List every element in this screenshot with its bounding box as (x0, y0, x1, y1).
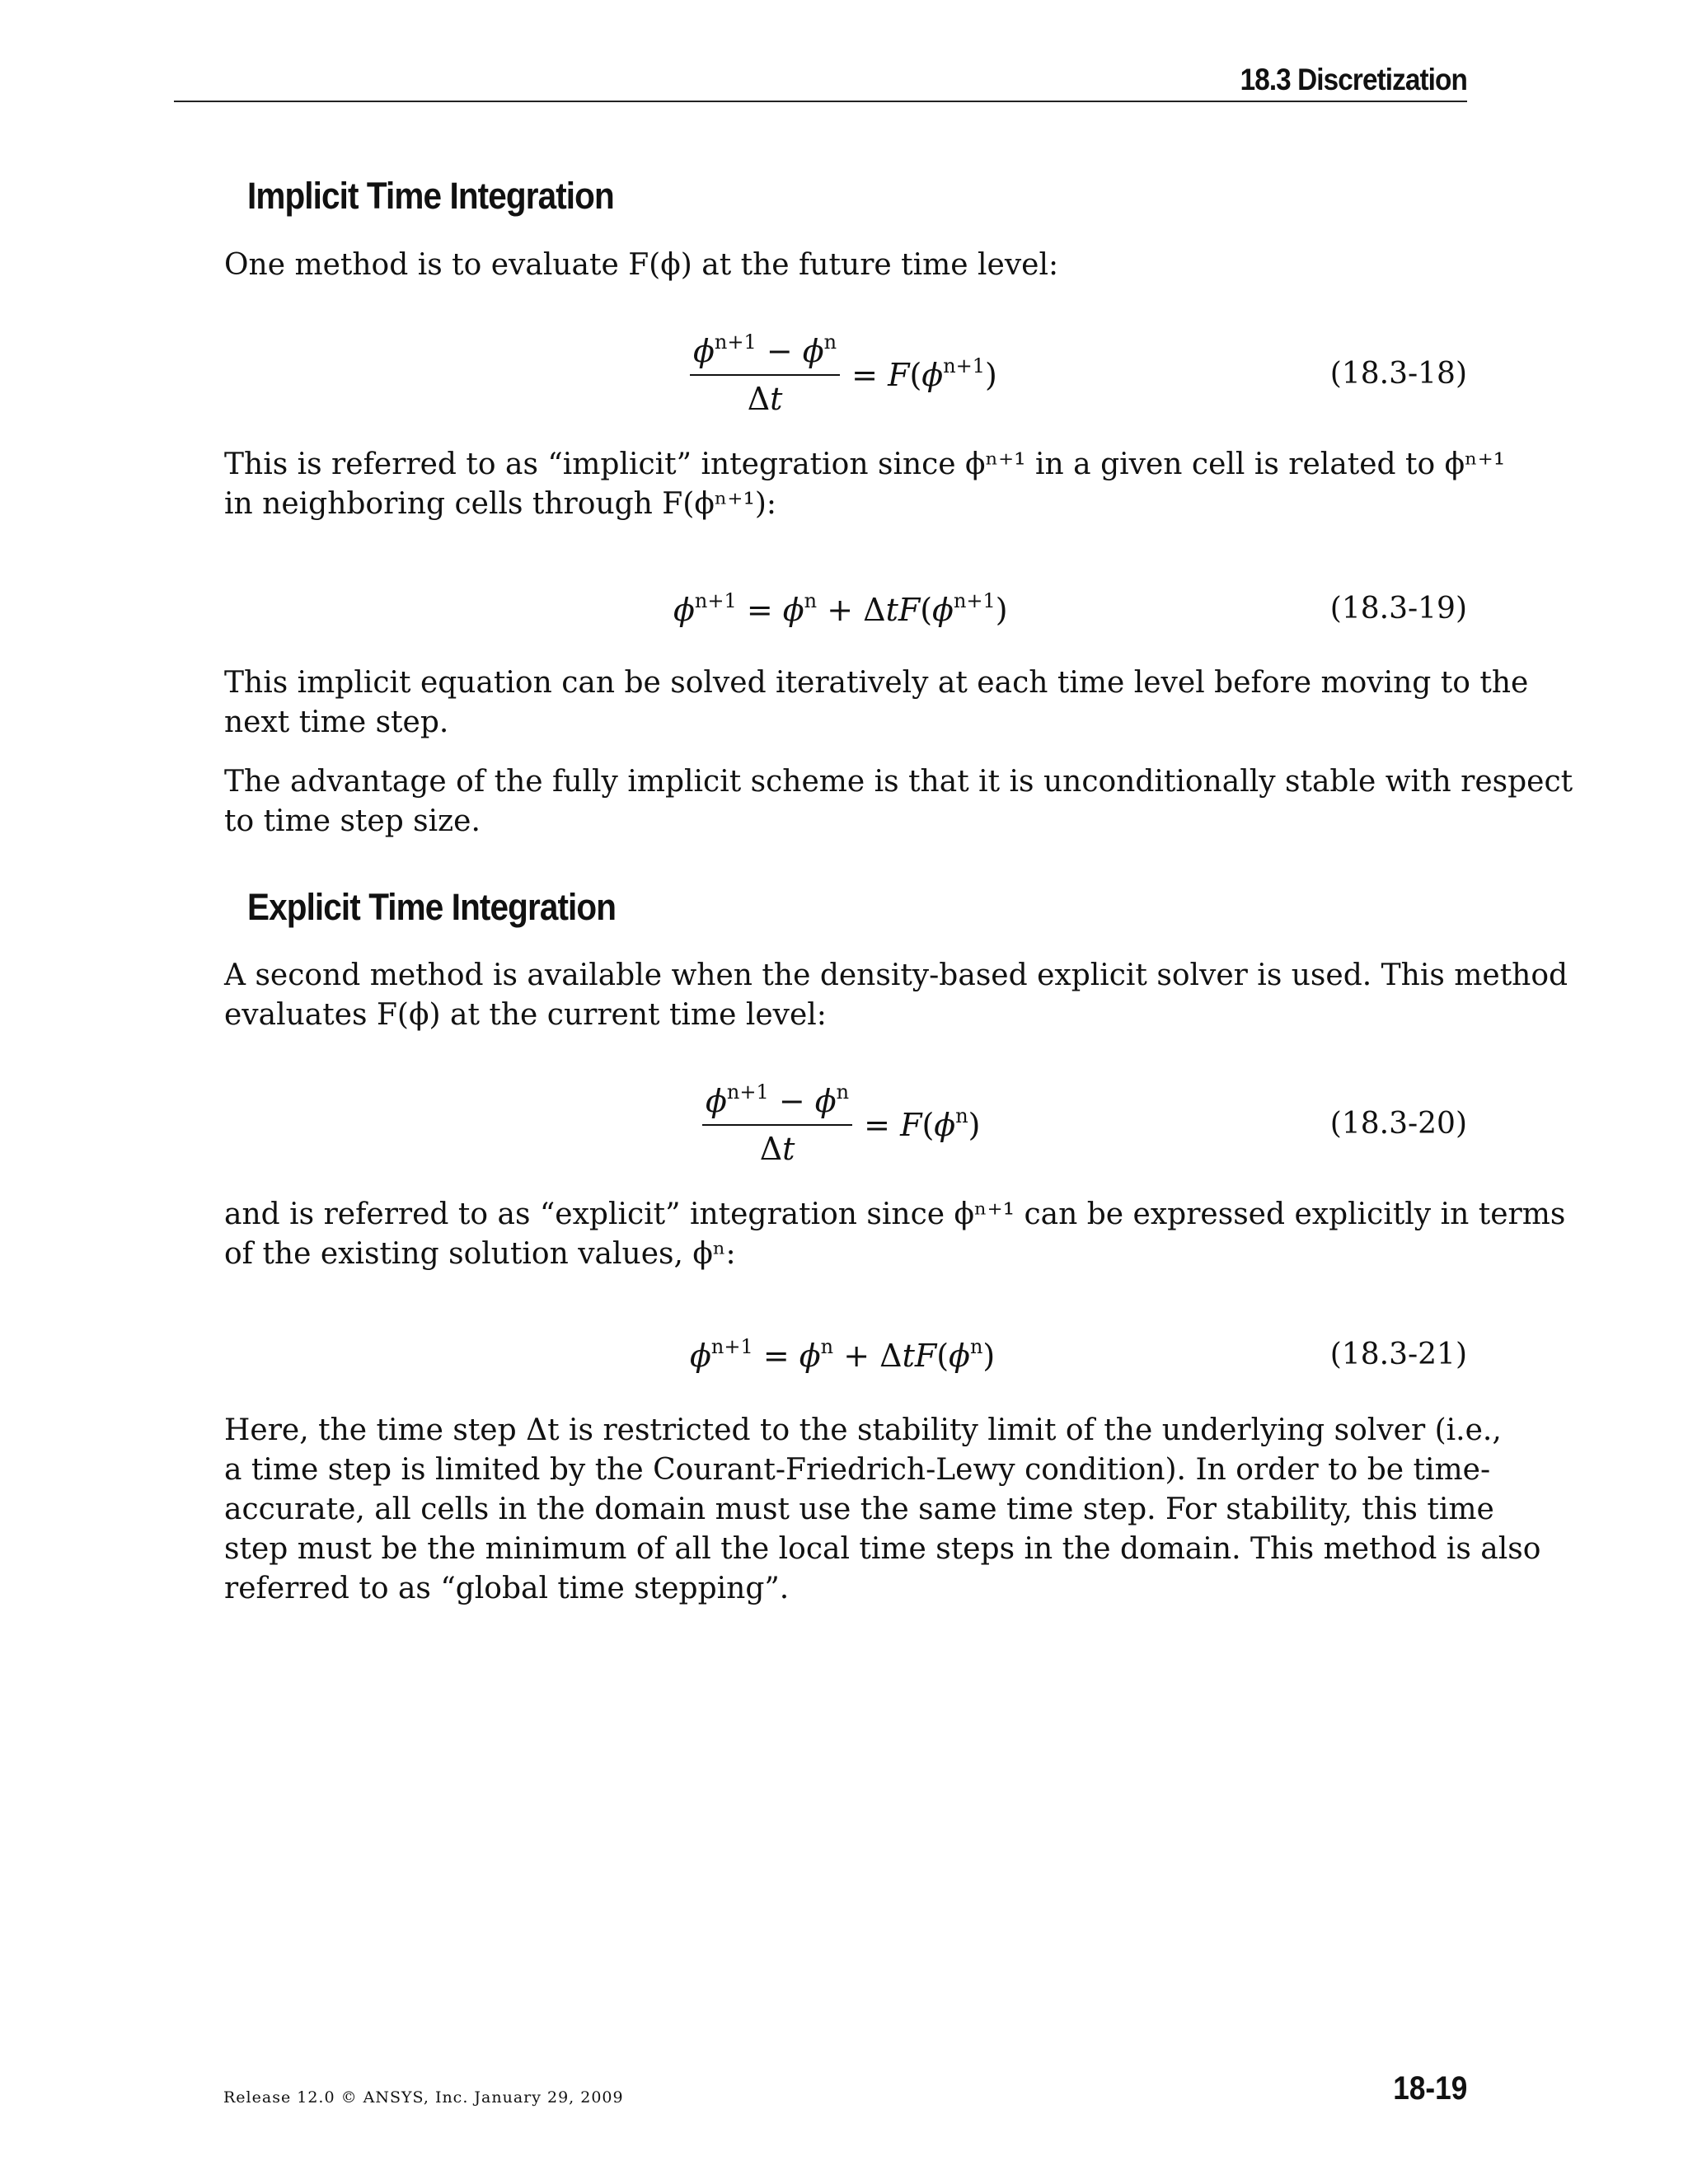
footer-release-info: Release 12.0 © ANSYS, Inc. January 29, 2009 (223, 2088, 624, 2107)
text-line: step must be the minimum of all the local time steps in the domain. This method is also (224, 1532, 1541, 1566)
text-line: referred to as “global time stepping”. (224, 1572, 790, 1605)
fraction: $\frac{\phi^{n+1} - \phi^n}{\Delta t}$ (690, 333, 840, 417)
section-heading-explicit: Explicit Time Integration (247, 886, 617, 928)
text-line: A second method is available when the density-based explicit solver is used. This method (224, 958, 1568, 992)
paragraph-explicit-intro (224, 956, 1568, 1035)
equation-number: (18.3-19) (1329, 592, 1467, 626)
equation-body: $\frac{\phi^{n+1} - \phi^n}{\Delta t}$ = $F(\phi^n)$ (702, 1084, 980, 1166)
text-line: to time step size. (224, 804, 481, 838)
equation-18-3-19 (224, 569, 1467, 651)
equation-18-3-20 (224, 1080, 1467, 1167)
equation-number: (18.3-18) (1329, 357, 1467, 391)
text-line: This is referred to as “implicit” integration since ϕⁿ⁺¹ in a given cell is related to ϕⁿ⁺¹ (224, 448, 1506, 481)
text-line: a time step is limited by the Courant-Friedrich-Lewy condition). In order to be time- (224, 1453, 1491, 1487)
section-heading-implicit: Implicit Time Integration (247, 175, 614, 217)
text-line: accurate, all cells in the domain must use the same time step. For stability, this time (224, 1493, 1494, 1526)
header-rule (174, 101, 1467, 102)
text-line: The advantage of the fully implicit scheme is that it is unconditionally stable with respect (224, 765, 1573, 799)
text-line: of the existing solution values, ϕⁿ: (224, 1237, 736, 1271)
equation-18-3-18 (224, 330, 1467, 417)
text-line: next time step. (224, 705, 449, 739)
paragraph-implicit-iterative (224, 663, 1529, 743)
fraction: $\frac{\phi^{n+1} - \phi^n}{\Delta t}$ (702, 1083, 852, 1167)
paragraph-explicit-definition (224, 1195, 1566, 1274)
text-line: Here, the time step Δt is restricted to the stability limit of the underlying solver (i.e., (224, 1413, 1502, 1447)
paragraph-implicit-intro (224, 246, 1467, 285)
equation-18-3-21 (224, 1315, 1467, 1397)
text-line: in neighboring cells through F(ϕⁿ⁺¹): (224, 487, 777, 521)
paragraph-implicit-advantage (224, 762, 1573, 841)
running-header: 18.3 Discretization (1240, 63, 1467, 96)
page-number: 18-19 (1392, 2070, 1467, 2107)
text-line: and is referred to as “explicit” integration since ϕⁿ⁺¹ can be expressed explicitly in terms (224, 1197, 1566, 1231)
text-line: This implicit equation can be solved iteratively at each time level before moving to the (224, 666, 1529, 700)
paragraph-explicit-stability (224, 1411, 1541, 1609)
text-line: evaluates F(ϕ) at the current time level: (224, 998, 827, 1032)
equation-body: $\frac{\phi^{n+1} - \phi^n}{\Delta t}$ = $F(\phi^{n+1})$ (690, 334, 997, 416)
equation-body: $\phi^{n+1} = \phi^n + \Delta tF(\phi^{n+1})$ (673, 589, 1008, 628)
equation-number: (18.3-21) (1329, 1338, 1467, 1371)
equation-body: $\phi^{n+1} = \phi^n + \Delta tF(\phi^n)$ (690, 1335, 996, 1374)
equation-number: (18.3-20) (1329, 1107, 1467, 1141)
text-line: One method is to evaluate F(ϕ) at the future time level: (224, 248, 1059, 282)
paragraph-implicit-definition (224, 445, 1506, 524)
